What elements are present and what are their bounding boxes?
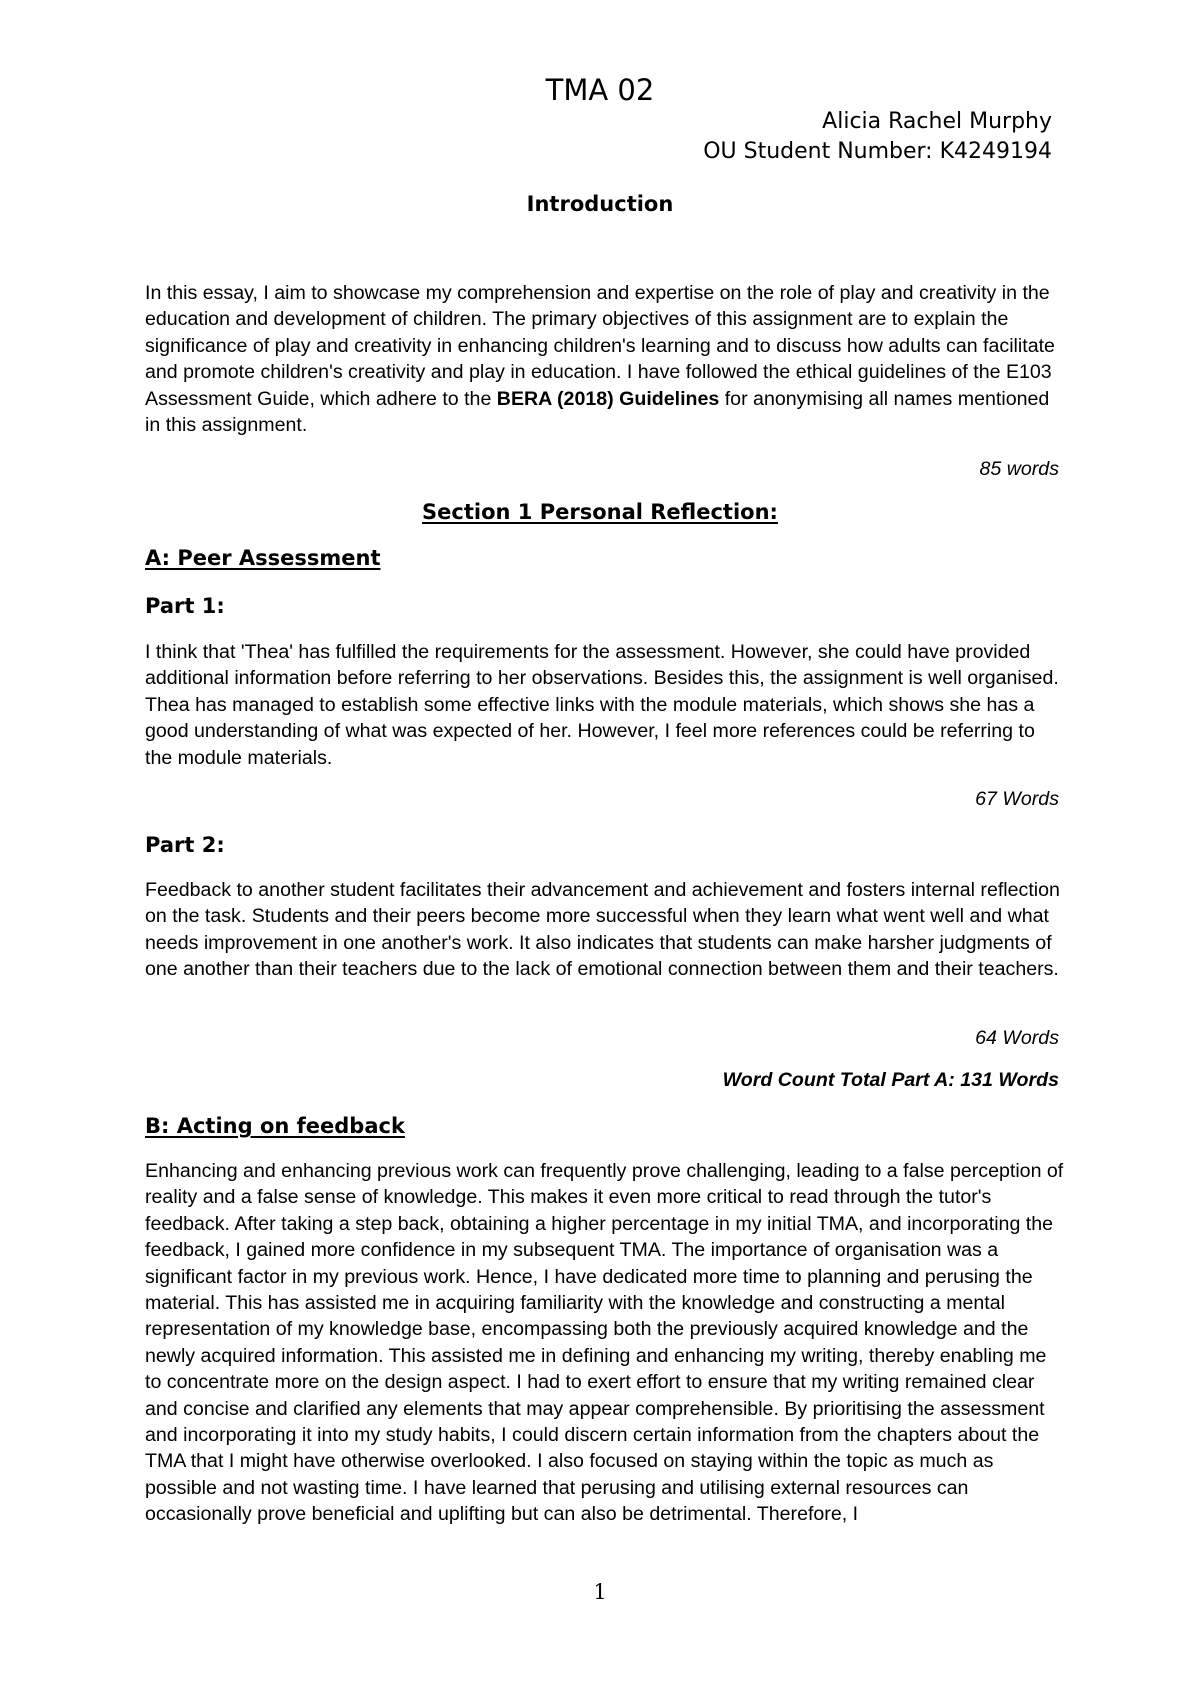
- author-block: [703, 107, 1052, 167]
- part-a-heading: A: Peer Assessment: [145, 546, 381, 570]
- introduction-text-bold: BERA (2018) Guidelines: [496, 387, 720, 410]
- part2-paragraph: Feedback to another student facilitates their advancement and achievement and fosters internal reflection on the task. Students and their peers become more successful when they learn what went well and what needs improvement in one another's work. It also indicates that students can make harsher judgments of one another than their teachers due to the lack of emotional connection between them and their teachers.: [145, 879, 1060, 981]
- part-b-heading: B: Acting on feedback: [145, 1114, 405, 1138]
- part-a-total-word-count: Word Count Total Part A: 131 Words: [722, 1069, 1059, 1091]
- author-name: Alicia Rachel Murphy: [822, 109, 1052, 134]
- document-title: TMA 02: [545, 73, 655, 107]
- introduction-word-count: 85 words: [979, 458, 1059, 480]
- part1-word-count: 67 Words: [975, 788, 1059, 810]
- part2-heading: Part 2:: [145, 833, 225, 857]
- page-number: 1: [593, 1580, 607, 1604]
- part2-word-count: 64 Words: [975, 1027, 1059, 1049]
- part1-heading: Part 1:: [145, 594, 225, 618]
- section1-heading: [0, 500, 1200, 524]
- student-number: OU Student Number: K4249194: [703, 139, 1052, 164]
- introduction-heading: Introduction: [526, 192, 674, 216]
- part1-paragraph: I think that 'Thea' has fulfilled the requirements for the assessment. However, she could have provided additional information before referring to her observations. Besides this, the assignment is well organised. Thea has managed to establish some effective links with the module materials, which shows she has a good understanding of what was expected of her. However, I feel more references could be referring to the module materials.: [145, 641, 1059, 769]
- introduction-paragraph: [145, 280, 1065, 438]
- introduction-text-part2: for anonymising all names mentioned in this assignment.: [145, 387, 1050, 437]
- part-b-paragraph: Enhancing and enhancing previous work can frequently prove challenging, leading to a false perception of reality and a false sense of knowledge. This makes it even more critical to read through the tutor's feedback. After taking a step back, obtaining a higher percentage in my initial TMA, and incorporating the feedback, I gained more confidence in my subsequent TMA. The importance of organisation was a significant factor in my previous work. Hence, I have dedicated more time to planning and perusing the material. This has assisted me in acquiring familiarity with the knowledge and constructing a mental representation of my knowledge base, encompassing both the previously acquired knowledge and the newly acquired information. This assisted me in defining and enhancing my writing, thereby enabling me to concentrate more on the design aspect. I had to exert effort to ensure that my writing remained clear and concise and clarified any elements that may appear comprehensible. By prioritising the assessment and incorporating it into my study habits, I could discern certain information from the chapters about the TMA that I might have otherwise overlooked. I also focused on staying within the topic as much as possible and not wasting time. I have learned that perusing and utilising external resources can occasionally prove beneficial and uplifting but can also be detrimental. Therefore, I: [145, 1160, 1064, 1526]
- section1-heading-text: Section 1 Personal Reflection:: [422, 500, 778, 524]
- introduction-text-part1: In this essay, I aim to showcase my comprehension and expertise on the role of play and creativity in the education and development of children. The primary objectives of this assignment are to explain the significance of play and creativity in enhancing children's learning and to discuss how adults can facilitate and promote children's creativity and play in education. I have followed the ethical guidelines of the E103 Assessment Guide, which adhere to the: [145, 282, 1055, 410]
